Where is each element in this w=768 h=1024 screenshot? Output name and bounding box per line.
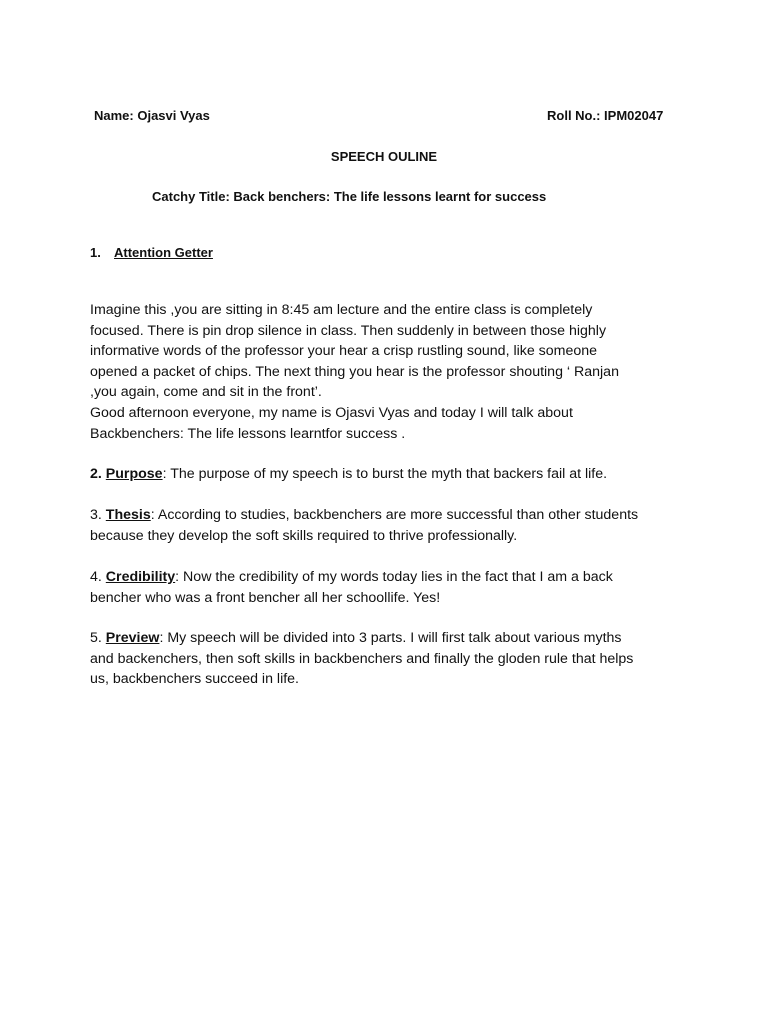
paragraph-line: bencher who was a front bencher all her schoollife. Yes! xyxy=(90,589,441,606)
thesis-paragraph xyxy=(90,505,690,546)
paragraph-line xyxy=(90,464,690,485)
paragraph-line xyxy=(90,567,690,588)
section-text: : Now the credibility of my words today lies in the fact that I am a back xyxy=(175,569,613,585)
section-heading: Thesis xyxy=(105,507,151,523)
paragraph-line: because they develop the soft skills required to thrive professionally. xyxy=(90,527,518,544)
paragraph-line: Backbenchers: The life lessons learntfor success . xyxy=(90,425,406,442)
section-number: 1. xyxy=(90,245,101,260)
section-number: 3. xyxy=(90,507,102,523)
paragraph-line xyxy=(90,505,690,526)
section-attention-getter-heading xyxy=(90,245,213,261)
section-text: : The purpose of my speech is to burst the myth that backers fail at life. xyxy=(162,466,608,482)
section-number: 5. xyxy=(90,630,102,646)
attention-getter-paragraph xyxy=(90,300,690,444)
purpose-paragraph xyxy=(90,464,690,485)
section-heading: Credibility xyxy=(105,569,176,585)
preview-paragraph xyxy=(90,628,690,690)
paragraph-line: and backenchers, then soft skills in backbenchers and finally the gloden rule that helps xyxy=(90,650,634,667)
section-heading: Purpose xyxy=(105,466,163,482)
section-text: : According to studies, backbenchers are more successful than other students xyxy=(150,507,639,523)
paragraph-line: opened a packet of chips. The next thing you hear is the professor shouting ‘ Ranjan xyxy=(90,363,619,380)
section-text: : My speech will be divided into 3 parts. I will first talk about various myths xyxy=(159,630,622,646)
section-number: 4. xyxy=(90,569,102,585)
section-heading: Attention Getter xyxy=(114,245,213,260)
paragraph-line: focused. There is pin drop silence in class. Then suddenly in between those highly xyxy=(90,322,607,339)
credibility-paragraph xyxy=(90,567,690,608)
roll-number: Roll No.: IPM02047 xyxy=(547,108,664,123)
paragraph-line: ,you again, come and sit in the front’. xyxy=(90,384,322,401)
paragraph-line xyxy=(90,628,690,649)
section-number: 2. xyxy=(90,466,102,482)
catchy-title: Catchy Title: Back benchers: The life lessons learnt for success xyxy=(152,189,547,204)
paragraph-line: us, backbenchers succeed in life. xyxy=(90,671,299,688)
paragraph-line: Good afternoon everyone, my name is Ojasvi Vyas and today I will talk about xyxy=(90,404,573,421)
paragraph-line: Imagine this ,you are sitting in 8:45 am lecture and the entire class is completely xyxy=(90,302,593,318)
paragraph-line: informative words of the professor your hear a crisp rustling sound, like someone xyxy=(90,343,598,360)
section-heading: Preview xyxy=(105,630,160,646)
document-title: SPEECH OULINE xyxy=(330,149,438,164)
student-name: Name: Ojasvi Vyas xyxy=(94,108,210,123)
